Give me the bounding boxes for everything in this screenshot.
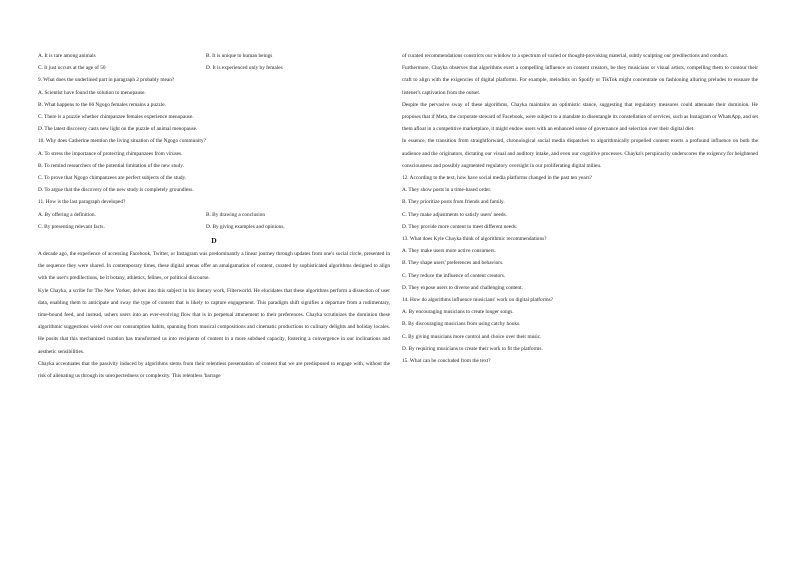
q13-option-b: B. They shape users' preferences and behaviors.: [402, 260, 504, 267]
passage-paragraph-2: Kyle Chayka, a scribe for The New Yorker, delves into this subject in his literary work, Filterworld. He elucidates that these algorithms perform a dissection of user data, enabling them to anticipate and sway the type of content that is likely to capture engagement. This paradigm shift signifies a departure from a rudimentary, time-bound feed, and instead, ushers users into an ever-evolving flow that is in perpetual attunement to their preferences. Chayka scrutinizes the dominion these algorithmic suggestions wield over our consumption habits, spanning from musical compositions and cinematic productions to culinary delights and holiday locales. He posits that this mechanized curation has transformed us into recipients of content in a more subdued capacity, fostering a convergence in our inclinations and aesthetic sensibilities.: [38, 287, 390, 355]
q12-option-c: C. They make adjustments to satisfy users' needs.: [402, 211, 507, 218]
q14-option-b: B. By discouraging musicians from using catchy hooks.: [402, 321, 521, 328]
q8-option-a: A. It is rare among animals: [38, 53, 96, 59]
q10-option-a: A. To stress the importance of protecting chimpanzees from viruses.: [38, 150, 183, 157]
q11-options-row-2: [38, 221, 390, 233]
section-title: D: [211, 236, 217, 246]
q12-option-b: B. They prioritize posts from friends and family.: [402, 199, 505, 206]
passage-paragraph-4: Furthermore, Chayka observes that algorithms exert a compelling influence on content creators, be they musicians or visual artists, compelling them to contour their craft to align with the exigencies of digital platforms. For example, melodists on Spotify or TikTok might concentrate on fashioning alluring preludes to ensnare the listener's captivation from the outset.: [402, 65, 758, 96]
q13-option-c: C. They reduce the influence of content creators.: [402, 272, 506, 279]
q11-option-b: B. By drawing a conclusion: [206, 211, 265, 218]
q11-option-a: A. By offering a definition.: [38, 211, 96, 218]
passage-paragraph-1: A decade ago, the experience of accessing Facebook, Twitter, or Instagram was predominantly a linear journey through updates from one's social circle, presented in the sequence they were shared. In contemporary times, these digital arenas offer an amalgamation of content, curated by sophisticated algorithms designed to align with the user's predilections, be it botany, athletics, felines, or political discourse.: [38, 251, 390, 282]
q10-option-b: B. To remind researchers of the potential limitation of the new study.: [38, 162, 184, 169]
q8-option-d: D. It is experienced only by females: [206, 65, 283, 72]
q9-option-d: D. The latest discovery casts new light on the puzzle of animal menopause.: [38, 126, 198, 133]
q8-option-b: B. It is unique to human beings: [206, 53, 273, 59]
passage-paragraph-3-continued: of curated recommendations constricts our window to a spectrum of varied or thought-provoking material, subtly sculpting our predilections and conduct.: [402, 53, 729, 59]
passage-paragraph-6: In essence, the transition from straightforward, chronological social media dispatches to algorithmically propelled content exerts a profound influence on both the audience and the originators, dictating our visual and auditory intake, and even our cognitive processes. Chayka's perspicacity underscores the exigency for heightened consciousness and possibly augmented regulatory oversight in our proliferating digital milieu.: [402, 138, 758, 169]
question-14: 14. How do algorithms influence musicians' work on digital platforms?: [402, 297, 554, 304]
q11-option-c: C. By presenting relevant facts.: [38, 223, 105, 230]
question-11: 11. How is the last paragraph developed?: [38, 199, 126, 206]
question-15: 15. What can be concluded from the text?: [402, 358, 491, 365]
q14-option-c: C. By giving musicians more control and choice over their music.: [402, 333, 542, 340]
question-12: 12. According to the text, how have social media platforms changed in the past ten years?: [402, 175, 592, 182]
question-13: 13. What does Kyle Chayka think of algorithmic recommendations?: [402, 236, 547, 243]
q8-option-c: C. It just occurs at the age of 50: [38, 65, 106, 72]
q11-option-d: D. By giving examples and opinions.: [206, 223, 285, 230]
q14-option-a: A. By encouraging musicians to create longer songs.: [402, 309, 514, 316]
q12-option-a: A. They show posts in a time-based order.: [402, 187, 492, 194]
question-9: 9. What does the underlined part in paragraph 2 probably mean?: [38, 77, 175, 84]
q13-option-d: D. They expose users to diverse and challenging content.: [402, 284, 523, 291]
q9-option-c: C. There is a puzzle whether chimpanzee females experience menopause.: [38, 114, 194, 121]
q9-option-b: B. What happens to the 66 Ngogo females remains a puzzle.: [38, 101, 166, 108]
q11-options-row-1: [38, 209, 390, 221]
q8-options-row-1: [38, 50, 390, 62]
q10-option-c: C. To prove that Ngogo chimpanzees are perfect subjects of the study.: [38, 175, 187, 182]
q12-option-d: D. They provide more content to meet different needs.: [402, 223, 518, 230]
q14-option-d: D. By requiring musicians to create their work to fit the platforms.: [402, 345, 543, 352]
q13-option-a: A. They make users more active consumers.: [402, 248, 496, 255]
passage-paragraph-5: Despite the pervasive sway of these algorithms, Chayka maintains an optimistic stance, suggesting that regulatory measures could attenuate their dominion. He proposes that if Meta, the corporate steward of Facebook, were subject to a mandate to disentangle its constellation of services, such as Instagram or WhatsApp, and set them afloat in a competitive marketplace, it might endow users with an enhanced sense of governance and selection over their digital diet.: [402, 101, 758, 133]
q8-options-row-2: [38, 62, 390, 74]
passage-paragraph-3: Chayka accentuates that the passivity induced by algorithms stems from their relentless presentation of content that we are predisposed to engage with, without the risk of alienating us through its unexpectedness or complexity. This relentless 'barrage: [38, 360, 390, 380]
q9-option-a: A. Scientist have found the solution to menopause.: [38, 89, 146, 96]
question-10: 10. Why does Catherine mention the living situation of the Ngogo community?: [38, 138, 206, 145]
q10-option-d: D. To argue that the discovery of the new study is completely groundless.: [38, 187, 194, 194]
left-column: [38, 50, 390, 382]
right-column: [402, 50, 758, 367]
